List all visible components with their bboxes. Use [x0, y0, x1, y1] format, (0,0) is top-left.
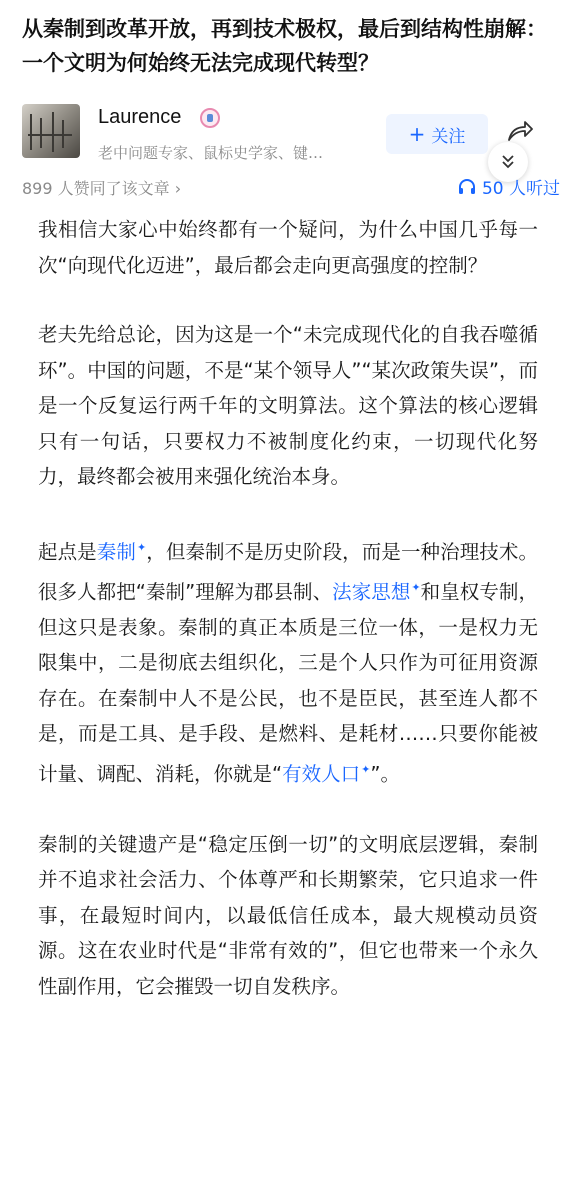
follow-button[interactable]: [386, 114, 488, 154]
article-body: [38, 212, 538, 1039]
paragraph-2: 老夫先给总论，因为这是一个“未完成现代化的自我吞噬循环”。中国的问题，不是“某个领导人”“某次政策失误”，而是一个反复运行两千年的文明算法。这个算法的核心逻辑只有一句话，只要权力不被制度化约束，一切现代化努力，最终都会被用来强化统治本身。: [38, 323, 538, 488]
likes-count[interactable]: 899 人赞同了该文章 ›: [22, 179, 182, 198]
spark-icon: ✦: [361, 762, 371, 776]
link-fajia[interactable]: 法家思想: [332, 580, 411, 603]
author-avatar[interactable]: [22, 104, 80, 158]
listeners-count: 50 人听过: [481, 179, 560, 199]
headphones-icon: [458, 178, 476, 196]
spark-icon: ✦: [136, 540, 147, 554]
paragraph-3-text-d: ”。: [370, 762, 400, 785]
article-title: 从秦制到改革开放，再到技术极权，最后到结构性崩解：一个文明为何始终无法完成现代转型？: [22, 17, 547, 75]
paragraph-3: [38, 530, 538, 792]
paragraph-3-text-b: ，但秦制不是历史阶段，而是一种治理技术。很多人都把“秦制”理解为郡县制、: [38, 540, 538, 603]
author-description: 老中问题专家、鼠标史学家、键…: [98, 144, 324, 162]
link-qinzhi[interactable]: 秦制: [96, 540, 136, 563]
paragraph-4: 秦制的关键遗产是“稳定压倒一切”的文明底层逻辑，秦制并不追求社会活力、个体尊严和长期繁荣，它只追求一件事，在最短时间内，以最低信任成本，最大规模动员资源。这在农业时代是“非常有效的”，但它也带来一个永久性副作用，它会摧毁一切自发秩序。: [38, 832, 538, 998]
share-icon[interactable]: [507, 120, 533, 144]
paragraph-3-text-c: 和皇权专制，但这只是表象。秦制的真正本质是三位一体，一是权力无限集中，二是彻底去组织化，三是个人只作为可征用资源存在。在秦制中人不是公民，也不是臣民，甚至连人都不是，而是工具、是手段、是燃料、是耗材……只要你能被计量、调配、消耗，你就是“: [38, 580, 538, 785]
paragraph-1: 我相信大家心中始终都有一个疑问，为什么中国几乎每一次“向现代化迈进”，最后都会走向更高强度的控制？: [38, 218, 538, 277]
author-row: [0, 104, 580, 164]
spark-icon: ✦: [411, 580, 421, 594]
listen-button[interactable]: [458, 174, 560, 199]
double-chevron-down-icon: [499, 153, 517, 171]
author-name[interactable]: Laurence: [98, 106, 182, 128]
follow-label: 关注: [431, 126, 466, 147]
paragraph-3-text-a: 起点是: [38, 540, 97, 563]
meta-row: [0, 174, 580, 202]
plus-icon: +: [408, 122, 426, 146]
creator-badge-icon: [200, 108, 220, 128]
link-youxiao-renkou[interactable]: 有效人口: [282, 762, 361, 785]
